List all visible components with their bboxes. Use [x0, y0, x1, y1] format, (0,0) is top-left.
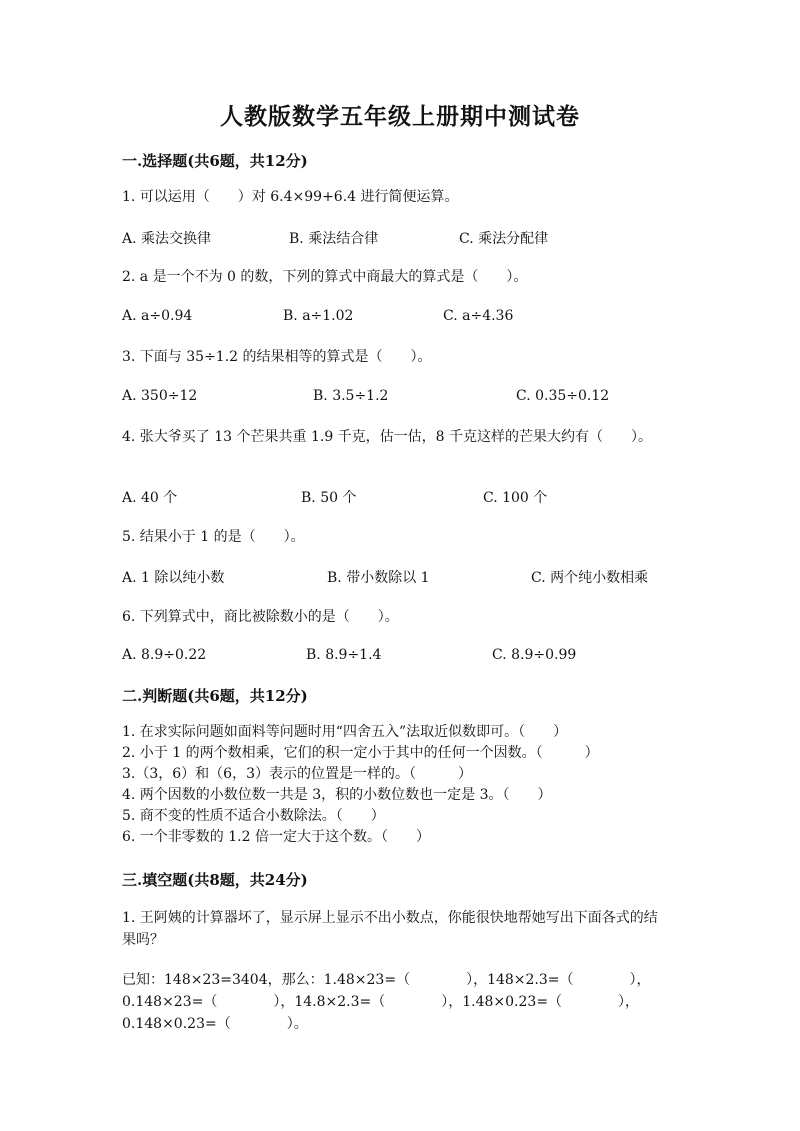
judge-item: 6. 一个非零数的 1.2 倍一定大于这个数。（ ）: [122, 829, 430, 845]
judge-item: 5. 商不变的性质不适合小数除法。（ ）: [122, 808, 385, 824]
judge-item: 4. 两个因数的小数位数一共是 3，积的小数位数也一定是 3。（ ）: [122, 787, 552, 803]
option-a: A. 8.9÷0.22: [122, 647, 207, 663]
option-b: B. a÷1.02: [283, 308, 354, 324]
option-c: C. 两个纯小数相乘: [531, 570, 649, 586]
section-heading-judge: 二.判断题(共6题，共12分): [122, 687, 308, 705]
question-stem: 1. 可以运用（ ）对 6.4×99+6.4 进行简便运算。: [122, 189, 459, 205]
option-a: A. 乘法交换律: [122, 231, 212, 247]
option-b: B. 8.9÷1.4: [306, 647, 382, 663]
section-heading-fill: 三.填空题(共8题，共24分): [122, 871, 308, 889]
option-c: C. a÷4.36: [443, 308, 514, 324]
option-b: B. 带小数除以 1: [327, 570, 430, 586]
option-a: A. 1 除以纯小数: [122, 570, 225, 586]
judge-item: 3.（3，6）和（6，3）表示的位置是一样的。（ ）: [122, 766, 472, 782]
option-a: A. 350÷12: [122, 388, 198, 404]
question-stem: 2. a 是一个不为 0 的数，下列的算式中商最大的算式是（ ）。: [122, 269, 528, 285]
page-title: 人教版数学五年级上册期中测试卷: [220, 103, 580, 130]
option-c: C. 8.9÷0.99: [492, 647, 577, 663]
option-b: B. 50 个: [301, 490, 357, 506]
question-stem: 5. 结果小于 1 的是（ ）。: [122, 529, 305, 545]
judge-item: 1. 在求实际问题如面料等问题时用“四舍五入”法取近似数即可。（ ）: [122, 724, 568, 740]
question-stem: 6. 下列算式中，商比被除数小的是（ ）。: [122, 609, 399, 625]
question-stem: 4. 张大爷买了 13 个芒果共重 1.9 千克，估一估，8 千克这样的芒果大约有（ ）。: [122, 429, 653, 445]
option-c: C. 100 个: [483, 490, 548, 506]
option-c: C. 乘法分配律: [459, 231, 549, 247]
option-a: A. a÷0.94: [122, 308, 193, 324]
fill-question-body: 已知：148×23=3404，那么：1.48×23=（ ），148×2.3=（ ），0.148×23=（ ），14.8×2.3=（ ），1.48×0.23=（ ），0.148×0.23=（ ）。: [122, 972, 651, 1032]
option-a: A. 40 个: [122, 490, 178, 506]
option-b: B. 乘法结合律: [289, 231, 379, 247]
question-stem: 3. 下面与 35÷1.2 的结果相等的算式是（ ）。: [122, 349, 432, 365]
judge-item: 2. 小于 1 的两个数相乘，它们的积一定小于其中的任何一个因数。（ ）: [122, 745, 599, 761]
option-b: B. 3.5÷1.2: [313, 388, 389, 404]
section-heading-choice: 一.选择题(共6题，共12分): [122, 152, 308, 170]
option-c: C. 0.35÷0.12: [516, 388, 610, 404]
fill-question-stem: 1. 王阿姨的计算器坏了，显示屏上显示不出小数点，你能很快地帮她写出下面各式的结果吗？: [122, 910, 658, 948]
